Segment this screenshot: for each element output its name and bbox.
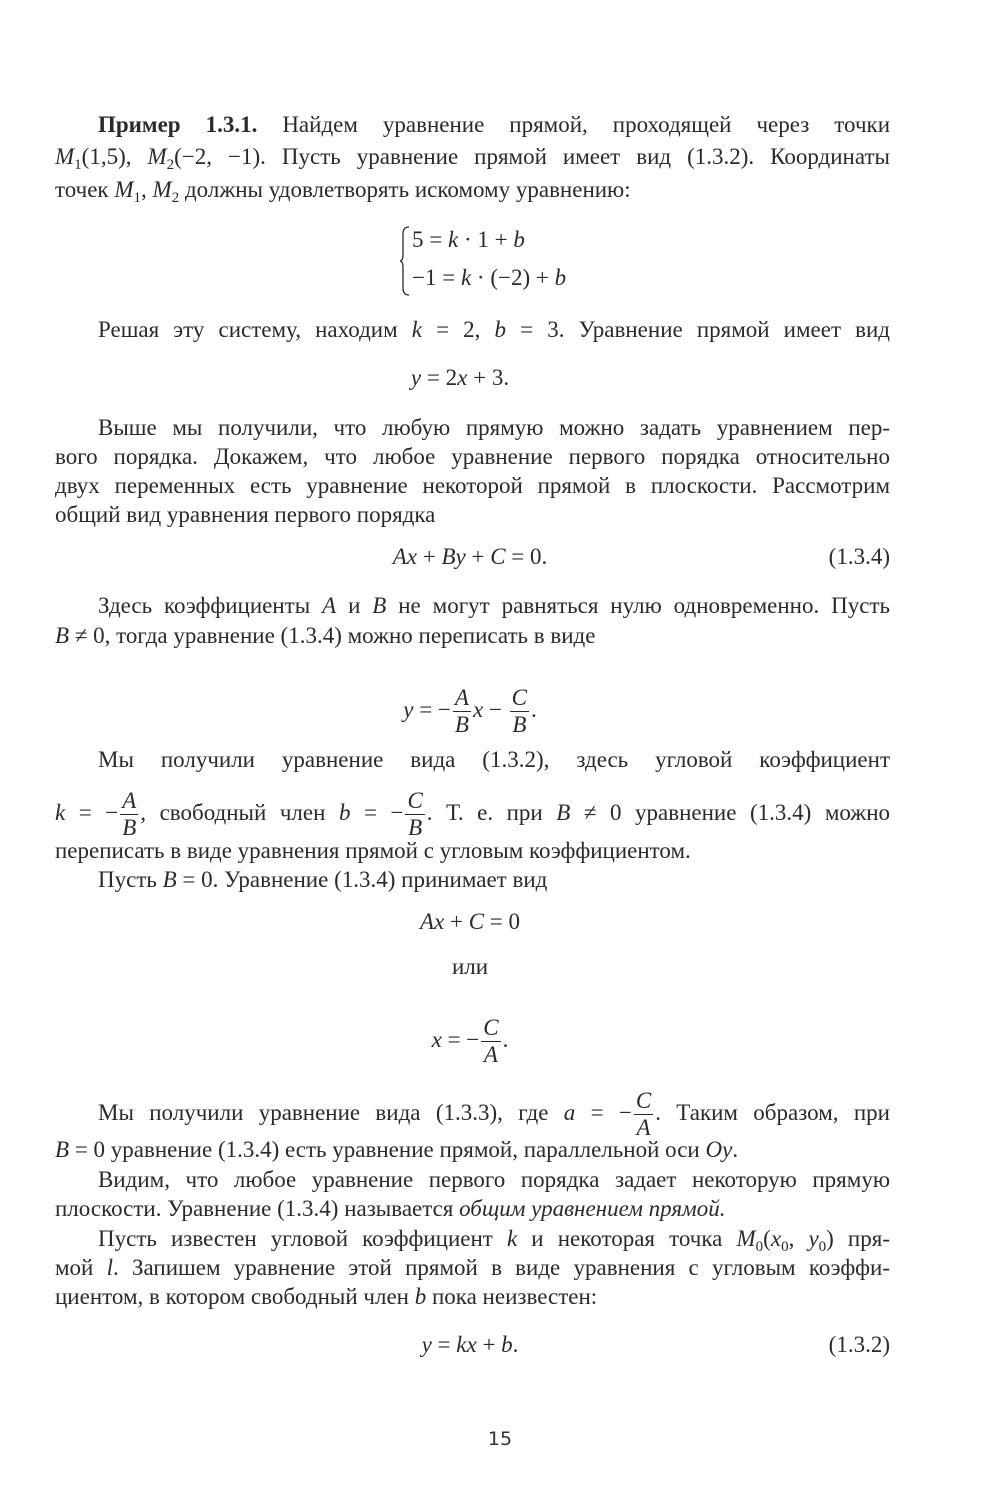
text-line (55, 175, 890, 205)
text-line (55, 1194, 890, 1224)
fraction (634, 1088, 653, 1141)
text: + (444, 909, 469, 934)
denominator: B (122, 815, 137, 840)
text-line (98, 591, 890, 621)
math-symbol: x (431, 1026, 442, 1052)
subscript: 0 (818, 1239, 827, 1255)
math-symbol: y (421, 1332, 432, 1357)
text-line (0, 1015, 940, 1068)
text-line (412, 225, 712, 255)
math-symbol: Ax (419, 909, 445, 934)
text-line (0, 952, 940, 982)
fraction (453, 685, 471, 738)
system-brace (400, 226, 410, 296)
subscript: 2 (166, 157, 175, 173)
math-symbol: M (114, 177, 134, 202)
text-line (0, 907, 940, 937)
fraction (481, 1015, 500, 1068)
text: = (431, 1332, 457, 1357)
numerator: C (483, 1015, 499, 1040)
text: . Т. е. при (426, 799, 557, 825)
text: = − (65, 799, 119, 825)
math-symbol: kx (456, 1332, 477, 1357)
text-line (98, 865, 890, 895)
text: = 0 (484, 909, 521, 934)
text-line (0, 363, 920, 393)
text: , (141, 177, 153, 202)
math-symbol: b (338, 799, 351, 825)
text-line (55, 142, 890, 172)
text: . Запишем уравнение этой прямой в виде уравнения с угловым коэффи- (113, 1255, 890, 1280)
text: точек (55, 177, 115, 202)
equation-number: (1.3.4) (828, 544, 890, 569)
text: = 2 (421, 365, 458, 390)
text: общий вид уравнения первого порядка (55, 502, 436, 527)
text: Пусть (98, 867, 163, 892)
math-symbol: b (513, 227, 525, 252)
text: = 2, (421, 317, 495, 342)
numerator: C (407, 788, 423, 813)
text: · 1 + (458, 227, 514, 252)
text-line (98, 1224, 890, 1254)
text: ( (763, 1226, 771, 1251)
text: Выше мы получили, что любую прямую можно задать уравнением пер- (98, 415, 890, 440)
denominator: B (512, 712, 527, 737)
math-symbol: y (808, 1226, 819, 1251)
text: Мы получили уравнение вида (1.3.2), здесь угловой коэффициент (98, 747, 890, 772)
subscript: 2 (171, 190, 180, 206)
text: = 0. Уравнение (1.3.4) принимает вид (176, 867, 548, 892)
text: , свободный член (140, 799, 339, 825)
text: Мы получили уравнение вида (1.3.3), где (98, 1099, 564, 1125)
text: . (531, 696, 537, 722)
text-line (98, 1165, 890, 1195)
math-symbol: A (322, 593, 337, 618)
text-line (55, 788, 890, 841)
text: пока неизвестен: (426, 1284, 598, 1309)
page-number: 15 (487, 1428, 513, 1450)
text: . (502, 1026, 509, 1052)
math-symbol: b (414, 1284, 427, 1309)
text-line (98, 413, 890, 443)
text: 5 = (412, 227, 448, 252)
text-line (55, 621, 890, 651)
text: = − (441, 1026, 480, 1052)
text: (−2, −1). Пусть уравнение прямой имеет вид (1.3.2). Координаты (174, 144, 890, 169)
math-symbol: k (506, 1226, 518, 1251)
math-symbol: B (55, 1137, 70, 1162)
text-line (0, 685, 940, 738)
math-symbol: C (490, 544, 506, 569)
math-symbol: k (447, 227, 459, 252)
text: = − (575, 1099, 632, 1125)
text: Здесь коэффициенты (98, 593, 323, 618)
text: Видим, что любое уравнение первого порядка задает некоторую прямую (98, 1167, 890, 1192)
math-symbol: By (441, 544, 466, 569)
text: − (483, 696, 508, 722)
text: ≠ 0 уравнение (1.3.4) можно (570, 799, 890, 825)
math-symbol: l (106, 1255, 113, 1280)
text-line (98, 1088, 890, 1141)
subscript: 0 (781, 1239, 789, 1255)
text-line (0, 542, 940, 572)
fraction (510, 685, 529, 738)
text: ≠ 0, тогда уравнение (1.3.4) можно переписать в виде (69, 623, 596, 648)
denominator: B (408, 815, 423, 840)
text: = 3. Уравнение прямой имеет вид (506, 317, 890, 342)
math-symbol: x (457, 365, 468, 390)
subscript: 1 (133, 190, 142, 206)
text: . (732, 1137, 739, 1162)
math-symbol: x (472, 696, 484, 722)
math-symbol: b (501, 1332, 513, 1357)
subscript: 1 (74, 157, 82, 173)
math-symbol: x (770, 1226, 782, 1251)
text: Пусть известен угловой коэффициент (98, 1226, 507, 1251)
math-symbol: M (55, 144, 75, 169)
text: Решая эту систему, находим (98, 317, 412, 342)
math-symbol: k (460, 265, 472, 290)
text: или (451, 954, 489, 979)
text: = 0 уравнение (1.3.4) есть уравнение прямой, параллельной оси (69, 1137, 706, 1162)
text-line (55, 471, 890, 501)
math-symbol: b (554, 265, 567, 290)
math-symbol: y (403, 696, 414, 722)
math-symbol: общим уравнением прямой. (459, 1196, 726, 1221)
text-line (55, 1135, 890, 1165)
text: = 0. (505, 544, 548, 569)
text: + (465, 544, 491, 569)
math-symbol: B (556, 799, 571, 825)
math-symbol: k (411, 317, 422, 342)
text: + (416, 544, 442, 569)
text: · (−2) + (471, 265, 555, 290)
text-line (55, 442, 890, 472)
text: −1 = (412, 265, 461, 290)
math-symbol: a (563, 1099, 576, 1125)
text-line (98, 110, 890, 140)
text: (1,5), (81, 144, 148, 169)
math-symbol: k (55, 799, 66, 825)
text: должны удовлетворять искомому уравнению: (179, 177, 631, 202)
text: плоскости. Уравнение (1.3.4) называется (55, 1196, 460, 1221)
text: двух переменных есть уравнение некоторой прямой в плоскости. Рассмотрим (55, 473, 890, 498)
math-symbol: M (736, 1226, 756, 1251)
text: мой (55, 1255, 107, 1280)
text: . (512, 1332, 519, 1357)
math-symbol: M (147, 144, 167, 169)
text: и некоторая точка (517, 1226, 737, 1251)
math-symbol: Oy (705, 1137, 733, 1162)
numerator: C (511, 685, 528, 710)
text-line (55, 1282, 890, 1312)
text-line (98, 315, 890, 345)
denominator: A (636, 1115, 651, 1140)
text-line (55, 1253, 890, 1283)
example-heading: Пример 1.3.1. (98, 112, 258, 137)
subscript: 0 (755, 1239, 764, 1255)
text-line (55, 836, 890, 866)
denominator: A (483, 1042, 498, 1067)
text: переписать в виде уравнения прямой с угловым коэффициентом. (55, 838, 691, 863)
text: , (788, 1226, 809, 1251)
text-line (412, 263, 712, 293)
math-symbol: Ax (392, 544, 417, 569)
text: = − (350, 799, 404, 825)
math-symbol: C (468, 909, 485, 934)
text: Найдем уравнение прямой, проходящей через точки (257, 112, 891, 137)
math-symbol: y (410, 365, 422, 390)
math-symbol: B (372, 593, 387, 618)
denominator: B (454, 712, 469, 737)
numerator: A (122, 788, 137, 813)
text: = − (413, 696, 451, 722)
numerator: C (635, 1088, 652, 1113)
fraction (120, 788, 138, 841)
text: циентом, в котором свободный член (55, 1284, 415, 1309)
text: и (336, 593, 373, 618)
text: . Таким образом, при (655, 1099, 890, 1125)
text: не могут равняться нулю одновременно. Пусть (386, 593, 890, 618)
text-line (55, 500, 890, 530)
text: + 3. (467, 365, 510, 390)
math-symbol: B (162, 867, 177, 892)
math-symbol: M (152, 177, 172, 202)
math-symbol: B (55, 623, 70, 648)
numerator: A (454, 685, 469, 710)
fraction (405, 788, 424, 841)
text: вого порядка. Докажем, что любое уравнение первого порядка относительно (55, 444, 890, 469)
equation-number: (1.3.2) (828, 1332, 890, 1357)
text-line (0, 1330, 940, 1360)
text: ) пря- (826, 1226, 890, 1251)
math-symbol: b (494, 317, 507, 342)
text-line (98, 745, 890, 775)
text: + (476, 1332, 502, 1357)
